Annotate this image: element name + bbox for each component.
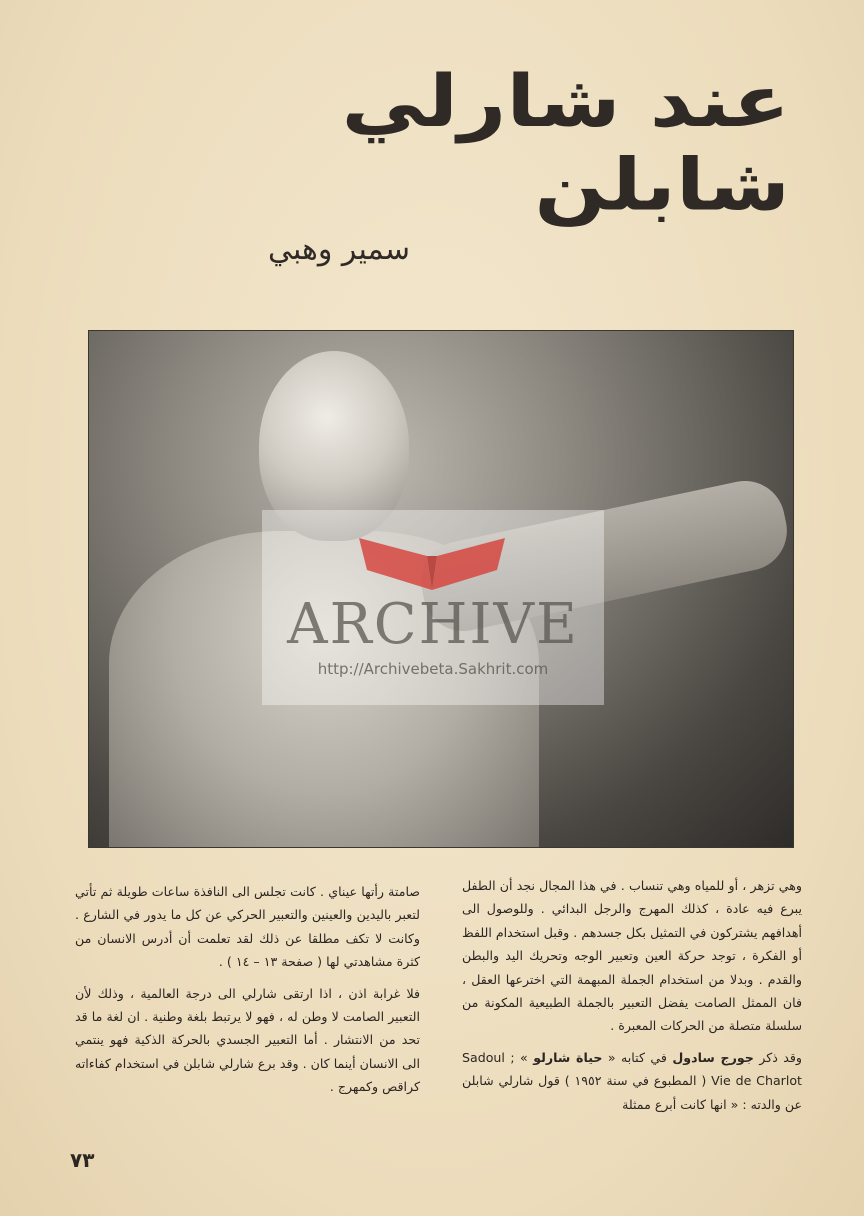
- watermark-url: http://Archivebeta.Sakhrit.com: [317, 660, 549, 678]
- archive-watermark: [262, 510, 604, 705]
- book-title-bold: حياة شارلو: [533, 1049, 603, 1065]
- paragraph: وهي تزهر ، أو للمياه وهي تنساب . في هذا المجال نجد أن الطفل يبرع فيه عادة ، كذلك المهرج والرجل البدائي . وللوصول الى أهدافهم يشتركون في التمثيل بكل جسدهم . وقبل استخدام اللفظ أو الفكرة ، توجد حركة العين وتعبير الوجه وتحريك اليد والبطن والقدم . وبدلا من استخدام الجملة المبهمة التي اخترعها العقل ، فان الممثل الصامت يفضل التعبير بالجملة الطبيعية المكونة من سلسلة متصلة من الحركات المعبرة .: [462, 878, 802, 1034]
- article-title: عند شارلي شابلن: [341, 59, 790, 227]
- paragraph: فلا غرابة اذن ، اذا ارتقى شارلي الى درجة العالمية ، وذلك لأن التعبير الصامت لا وطن له ، فهو لا يرتبط بلغة وطنية . ان لغة ما قد تحد من الانتشار . أما التعبير الجسدي بالحركة الذكية فهو ينتمي الى الانسان أينما كان . وقد برع شارلي شابلن في استخدام كفاءاته كراقص وكمهرج .: [75, 985, 420, 1095]
- author-name-bold: جورج سادول: [672, 1049, 754, 1065]
- text-run: » Sadoul ; Vie de Charlot ( المطبوع في سنة ١٩٥٢ ) قول شارلي شابلن عن والدته : « انها كانت أبرع ممثلة: [462, 1049, 802, 1112]
- text-column-right: [462, 874, 802, 1124]
- watermark-name: ARCHIVE: [287, 592, 579, 657]
- text-run: وقد ذكر: [753, 1049, 803, 1065]
- page-number: ٧٣: [70, 1148, 95, 1172]
- book-logo-icon: [357, 530, 507, 592]
- paragraph: [462, 1046, 802, 1116]
- text-column-left: [75, 880, 420, 1107]
- paragraph: صامتة رأتها عيناي . كانت تجلس الى النافذة ساعات طويلة ثم تأتي لتعبر باليدين والعينين والتعبير الحركي عن كل ما يدور في الشارع . وكانت لا تكف مطلقا عن ذلك لقد تعلمت أن أدرس الانسان من كثرة مشاهدتي لها ( صفحة ١٣ – ١٤ ) .: [75, 884, 420, 970]
- article-author: سمير وهبي: [268, 232, 410, 267]
- text-run: في كتابه «: [602, 1049, 673, 1065]
